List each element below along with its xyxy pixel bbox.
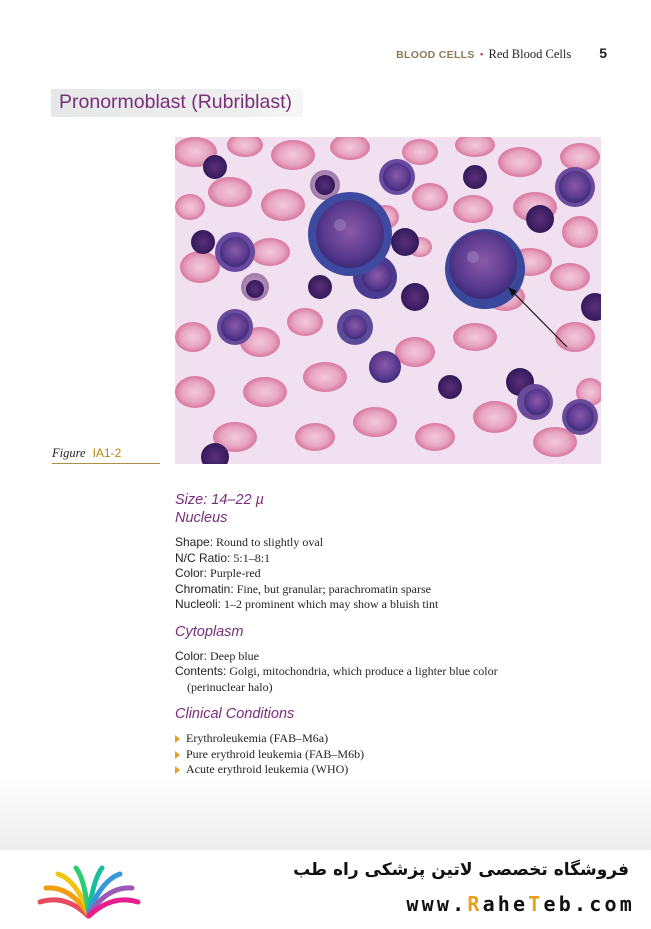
nucleus-color-value: Purple-red — [210, 566, 261, 580]
nucleus-nc-ratio-label: N/C Ratio: — [175, 550, 231, 565]
running-head-chapter: Red Blood Cells — [488, 47, 572, 61]
cytoplasm-row — [175, 664, 595, 680]
figure-number: IA1-2 — [92, 446, 122, 460]
nucleus-shape-value: Round to slightly oval — [216, 535, 324, 549]
cytoplasm-row — [175, 649, 595, 665]
clinical-condition-item: Erythroleukemia (FAB–M6a) — [175, 731, 595, 747]
nucleus-row — [175, 582, 595, 598]
nucleus-nucleoli-value: 1–2 prominent which may show a bluish tint — [224, 597, 439, 611]
book-logo-icon — [36, 864, 141, 924]
nucleus-nucleoli-label: Nucleoli: — [175, 597, 222, 611]
cytoplasm-color-value: Deep blue — [210, 648, 259, 663]
nucleus-chromatin-value: Fine, but granular; parachromatin sparse — [236, 581, 431, 596]
cytoplasm-heading: Cytoplasm — [175, 623, 244, 640]
url-prefix: www. — [406, 892, 468, 916]
running-head — [396, 45, 607, 62]
page-title: Pronormoblast (Rubriblast) — [59, 91, 293, 113]
cytoplasm-contents-label: Contents: — [175, 664, 227, 678]
running-head-bullet: • — [479, 49, 484, 61]
url-suffix: .com — [574, 892, 635, 916]
clinical-conditions-heading: Clinical Conditions — [175, 706, 295, 722]
nucleus-row — [175, 535, 595, 551]
clinical-condition-item: Acute erythroid leukemia (WHO) — [175, 762, 595, 778]
micrograph-image — [175, 137, 601, 464]
figure-caption-word: Figure — [52, 446, 86, 460]
nucleus-row — [175, 551, 595, 567]
title-band — [51, 89, 303, 117]
clinical-condition-item: Pure erythroid leukemia (FAB–M6b) — [175, 747, 595, 763]
nucleus-nc-ratio-value: 5:1–8:1 — [233, 550, 271, 565]
url-highlight-t: T — [528, 892, 544, 916]
nucleus-row — [175, 566, 595, 582]
figure-caption — [52, 444, 160, 464]
nucleus-row — [175, 597, 595, 613]
store-url[interactable] — [406, 892, 635, 916]
nucleus-shape-label: Shape: — [175, 535, 214, 549]
micrograph-figure — [175, 137, 601, 464]
nucleus-color-label: Color: — [175, 566, 208, 580]
url-middle-1: ahe — [482, 892, 529, 916]
nucleus-heading: Nucleus — [175, 510, 228, 526]
cytoplasm-color-label: Color: — [175, 648, 208, 663]
cytoplasm-contents-continuation: (perinuclear halo) — [187, 679, 273, 694]
nucleus-chromatin-label: Chromatin: — [175, 581, 234, 596]
url-highlight-r: R — [467, 892, 483, 916]
store-name-persian: فروشگاه تخصصی لاتین پزشکی راه طب — [293, 860, 629, 880]
size-heading: Size: 14–22 µ — [175, 492, 264, 508]
bottom-fade — [0, 778, 651, 850]
running-head-section: BLOOD CELLS — [396, 49, 475, 61]
url-middle-2: eb — [543, 892, 575, 916]
store-banner — [0, 850, 651, 929]
page-number: 5 — [599, 45, 607, 61]
cytoplasm-contents-value: Golgi, mitochondria, which produce a lighter blue color — [229, 664, 498, 678]
cell-description — [175, 491, 595, 793]
